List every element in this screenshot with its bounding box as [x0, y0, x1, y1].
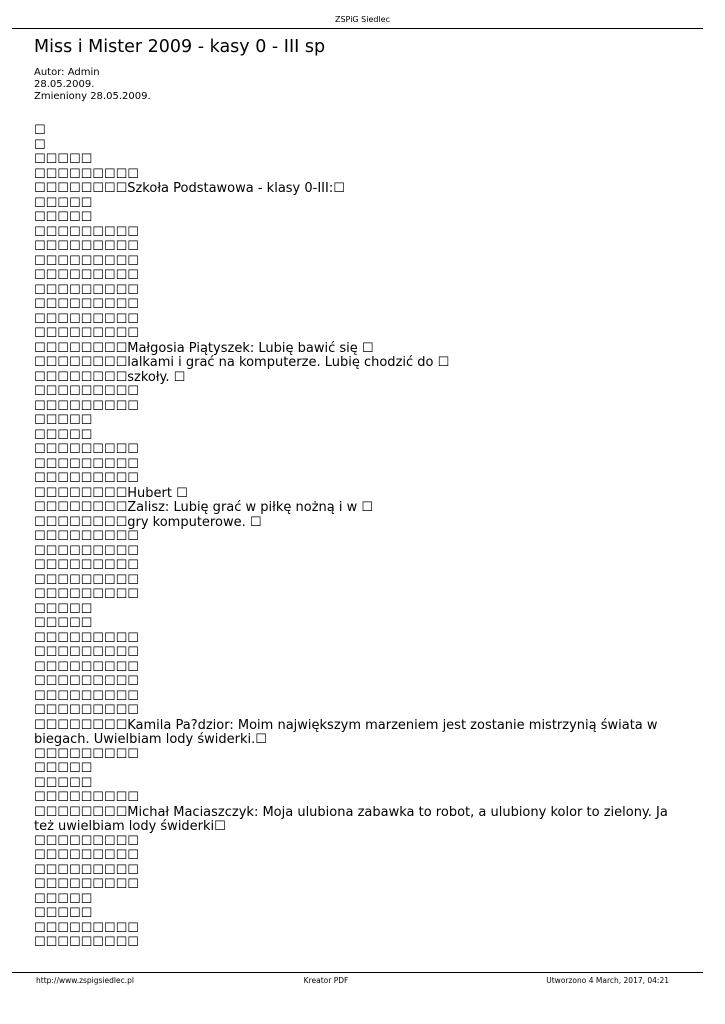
footer-created: Utworzono 4 March, 2017, 04:21 [546, 976, 669, 985]
body-line: ☐☐☐☐☐☐☐☐☐ [34, 935, 139, 950]
body-line: ☐☐☐☐☐☐☐☐☐ [34, 326, 139, 341]
body-line: ☐☐☐☐☐☐☐☐☐ [34, 877, 139, 892]
body-line: ☐☐☐☐☐ [34, 906, 93, 921]
body-line: ☐☐☐☐☐☐☐☐☐ [34, 268, 139, 283]
body-line: ☐☐☐☐☐ [34, 616, 93, 631]
article-body [34, 124, 684, 951]
body-line: ☐☐☐☐☐ [34, 427, 93, 443]
body-line: ☐☐☐☐☐☐☐☐Zalisz: Lubię grać w piłkę nożną i w ☐ [34, 500, 374, 515]
body-line: ☐☐☐☐☐ [34, 891, 93, 907]
body-line: ☐☐☐☐☐☐☐☐☐ [34, 688, 139, 704]
body-line: ☐☐☐☐☐☐☐☐lalkami i grać na komputerze. Lubię chodzić do ☐ [34, 355, 450, 370]
publish-date: 28.05.2009. [34, 79, 95, 90]
footer-url: http://www.zspigsiedlec.pl [36, 976, 134, 985]
body-line: ☐ [34, 137, 46, 153]
body-line: ☐☐☐☐☐☐☐☐☐ [34, 746, 139, 762]
body-line: ☐☐☐☐☐☐☐☐☐ [34, 587, 139, 602]
footer-divider [12, 972, 703, 973]
page-header: ZSPiG Siedlec [334, 15, 390, 24]
body-line: ☐☐☐☐☐☐☐☐☐ [34, 442, 139, 457]
body-line: ☐☐☐☐☐☐☐☐☐ [34, 659, 139, 675]
body-line: ☐☐☐☐☐☐☐☐☐ [34, 282, 139, 298]
body-line: ☐☐☐☐☐ [34, 413, 93, 428]
body-line: ☐☐☐☐☐ [34, 601, 93, 617]
body-line: ☐☐☐☐☐☐☐☐☐ [34, 529, 139, 544]
body-line: ☐☐☐☐☐☐☐☐☐ [34, 311, 139, 327]
body-line: ☐☐☐☐☐☐☐☐☐ [34, 166, 139, 182]
body-line: ☐☐☐☐☐☐☐☐☐ [34, 862, 139, 878]
article-title: Miss i Mister 2009 - kasy 0 - III sp [34, 37, 326, 57]
body-line: ☐☐☐☐☐☐☐☐☐ [34, 297, 139, 312]
body-line: ☐☐☐☐☐☐☐☐☐ [34, 674, 139, 689]
body-line: ☐ [34, 123, 46, 138]
body-line: ☐☐☐☐☐☐☐☐☐ [34, 848, 139, 863]
body-line: ☐☐☐☐☐☐☐☐☐ [34, 572, 139, 588]
body-line: ☐☐☐☐☐☐☐☐Małgosia Piątyszek: Lubię bawić się ☐ [34, 340, 374, 356]
body-line: ☐☐☐☐☐☐☐☐Kamila Pa?dzior: Moim największym marzeniem jest zostanie mistrzynią świata w biegach. Uwielbiam lody świderki.☐ [34, 717, 658, 747]
body-line: ☐☐☐☐☐☐☐☐☐ [34, 558, 139, 573]
body-line: ☐☐☐☐☐☐☐☐☐ [34, 384, 139, 399]
body-line: ☐☐☐☐☐☐☐☐☐ [34, 833, 139, 849]
body-line: ☐☐☐☐☐ [34, 761, 93, 776]
body-line: ☐☐☐☐☐☐☐☐Hubert ☐ [34, 485, 188, 501]
body-line: ☐☐☐☐☐☐☐☐☐ [34, 645, 139, 660]
body-line: ☐☐☐☐☐ [34, 210, 93, 225]
modified-date: Zmieniony 28.05.2009. [34, 91, 151, 102]
article-meta [34, 67, 151, 103]
body-line: ☐☐☐☐☐☐☐☐☐ [34, 920, 139, 936]
header-divider [12, 28, 703, 29]
body-line: ☐☐☐☐☐☐☐☐☐ [34, 790, 139, 805]
body-line: ☐☐☐☐☐☐☐☐☐ [34, 471, 139, 486]
body-line: ☐☐☐☐☐ [34, 775, 93, 791]
body-line: ☐☐☐☐☐☐☐☐szkoły. ☐ [34, 369, 186, 385]
body-line: ☐☐☐☐☐☐☐☐☐ [34, 543, 139, 559]
body-line: ☐☐☐☐☐☐☐☐Michał Maciaszczyk: Moja ulubiona zabawka to robot, a ulubiony kolor to zielony. Ja też uwielbiam lody świderki☐ [34, 804, 668, 834]
body-line: ☐☐☐☐☐☐☐☐☐ [34, 630, 139, 646]
body-line: ☐☐☐☐☐ [34, 195, 93, 211]
footer-generator: Kreator PDF [303, 976, 349, 985]
body-line: ☐☐☐☐☐☐☐☐☐ [34, 224, 139, 240]
body-line: ☐☐☐☐☐☐☐☐☐ [34, 398, 139, 414]
page-footer [0, 976, 725, 988]
body-line: ☐☐☐☐☐☐☐☐gry komputerowe. ☐ [34, 514, 262, 530]
body-line: ☐☐☐☐☐☐☐☐☐ [34, 239, 139, 254]
body-line: ☐☐☐☐☐ [34, 152, 93, 167]
body-line: ☐☐☐☐☐☐☐☐☐ [34, 703, 139, 718]
body-line: ☐☐☐☐☐☐☐☐☐ [34, 253, 139, 269]
author-line: Autor: Admin [34, 67, 100, 78]
body-line: ☐☐☐☐☐☐☐☐☐ [34, 456, 139, 472]
body-line: ☐☐☐☐☐☐☐☐Szkoła Podstawowa - klasy 0-III:☐ [34, 181, 345, 196]
